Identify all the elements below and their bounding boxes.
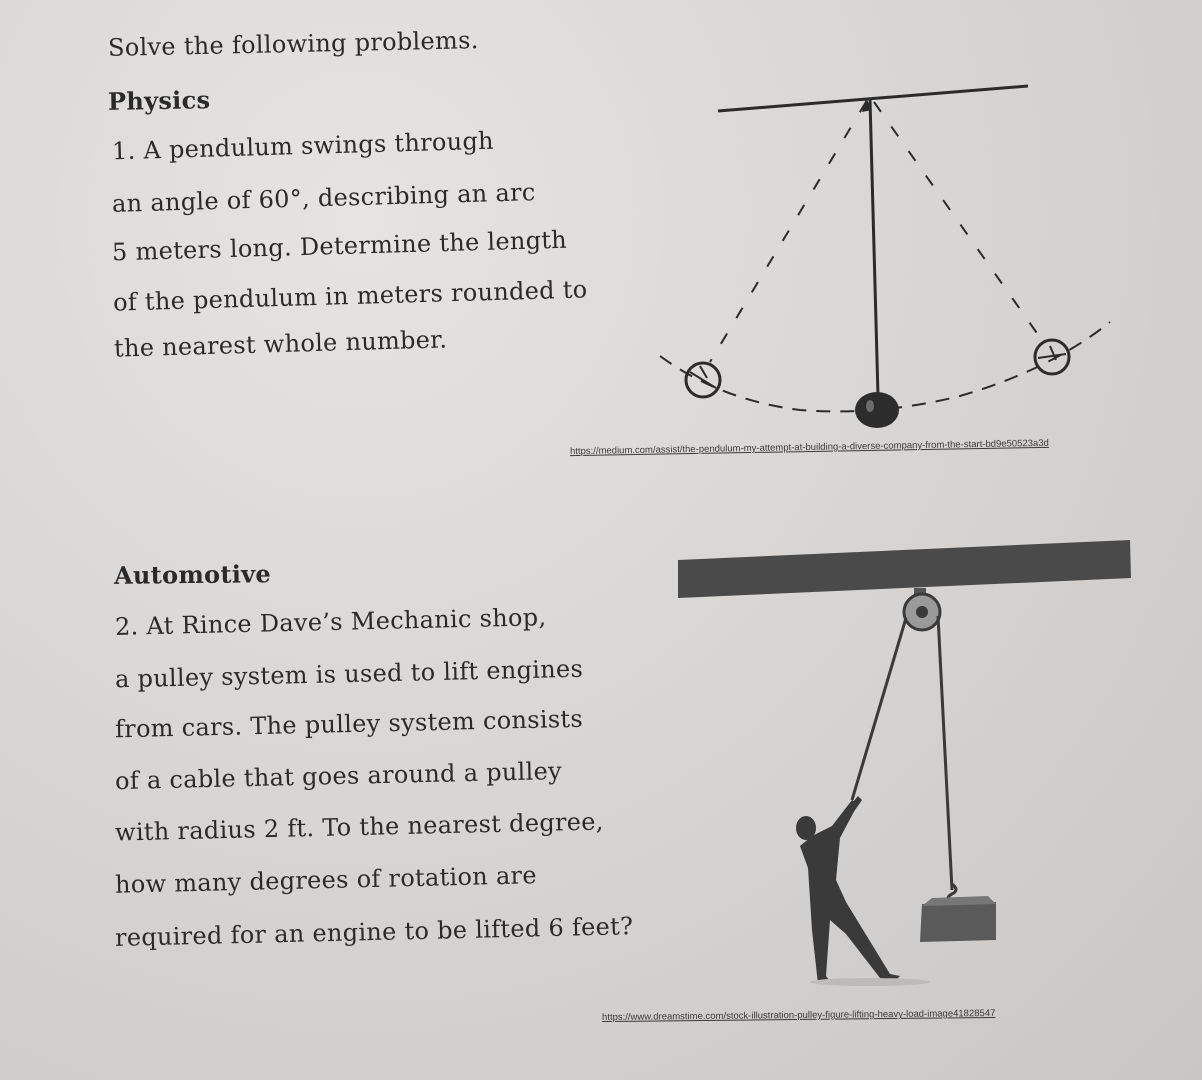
- physics-line-2: an angle of 60°, describing an arc: [111, 178, 536, 218]
- pulley-source-link[interactable]: https://www.dreamstime.com/stock-illustration-pulley-figure-lifting-heavy-load-image41828547: [601, 1007, 996, 1024]
- pulley-load-weight: [920, 902, 996, 942]
- physics-heading: Physics: [107, 85, 211, 116]
- automotive-line-5: with radius 2 ft. To the nearest degree,: [114, 807, 604, 847]
- automotive-line-6: how many degrees of rotation are: [114, 861, 538, 899]
- man-pulling-figure: [796, 796, 900, 984]
- physics-line-3: 5 meters long. Determine the length: [111, 225, 568, 267]
- automotive-heading: Automotive: [113, 559, 272, 590]
- pulley-rope-pull-side: [852, 618, 906, 800]
- physics-line-5: the nearest whole number.: [113, 325, 448, 363]
- automotive-line-1: 2. At Rince Dave’s Mechanic shop,: [114, 603, 547, 641]
- automotive-line-7: required for an engine to be lifted 6 feet?: [114, 912, 634, 952]
- physics-line-4: of the pendulum in meters rounded to: [112, 275, 588, 317]
- automotive-line-4: of a cable that goes around a pulley: [114, 756, 563, 796]
- physics-line-1: 1. A pendulum swings through: [111, 126, 495, 166]
- pulley-beam: [678, 540, 1131, 598]
- automotive-line-3: from cars. The pulley system consists: [114, 704, 584, 744]
- intro-text: Solve the following problems.: [107, 26, 479, 62]
- automotive-line-2: a pulley system is used to lift engines: [114, 654, 584, 694]
- pulley-rope-load-side: [938, 616, 952, 890]
- pendulum-source-link[interactable]: https://medium.com/assist/the-pendulum-my-attempt-at-building-a-diverse-company-from-the-start-bd9e50523a3d: [569, 437, 1049, 458]
